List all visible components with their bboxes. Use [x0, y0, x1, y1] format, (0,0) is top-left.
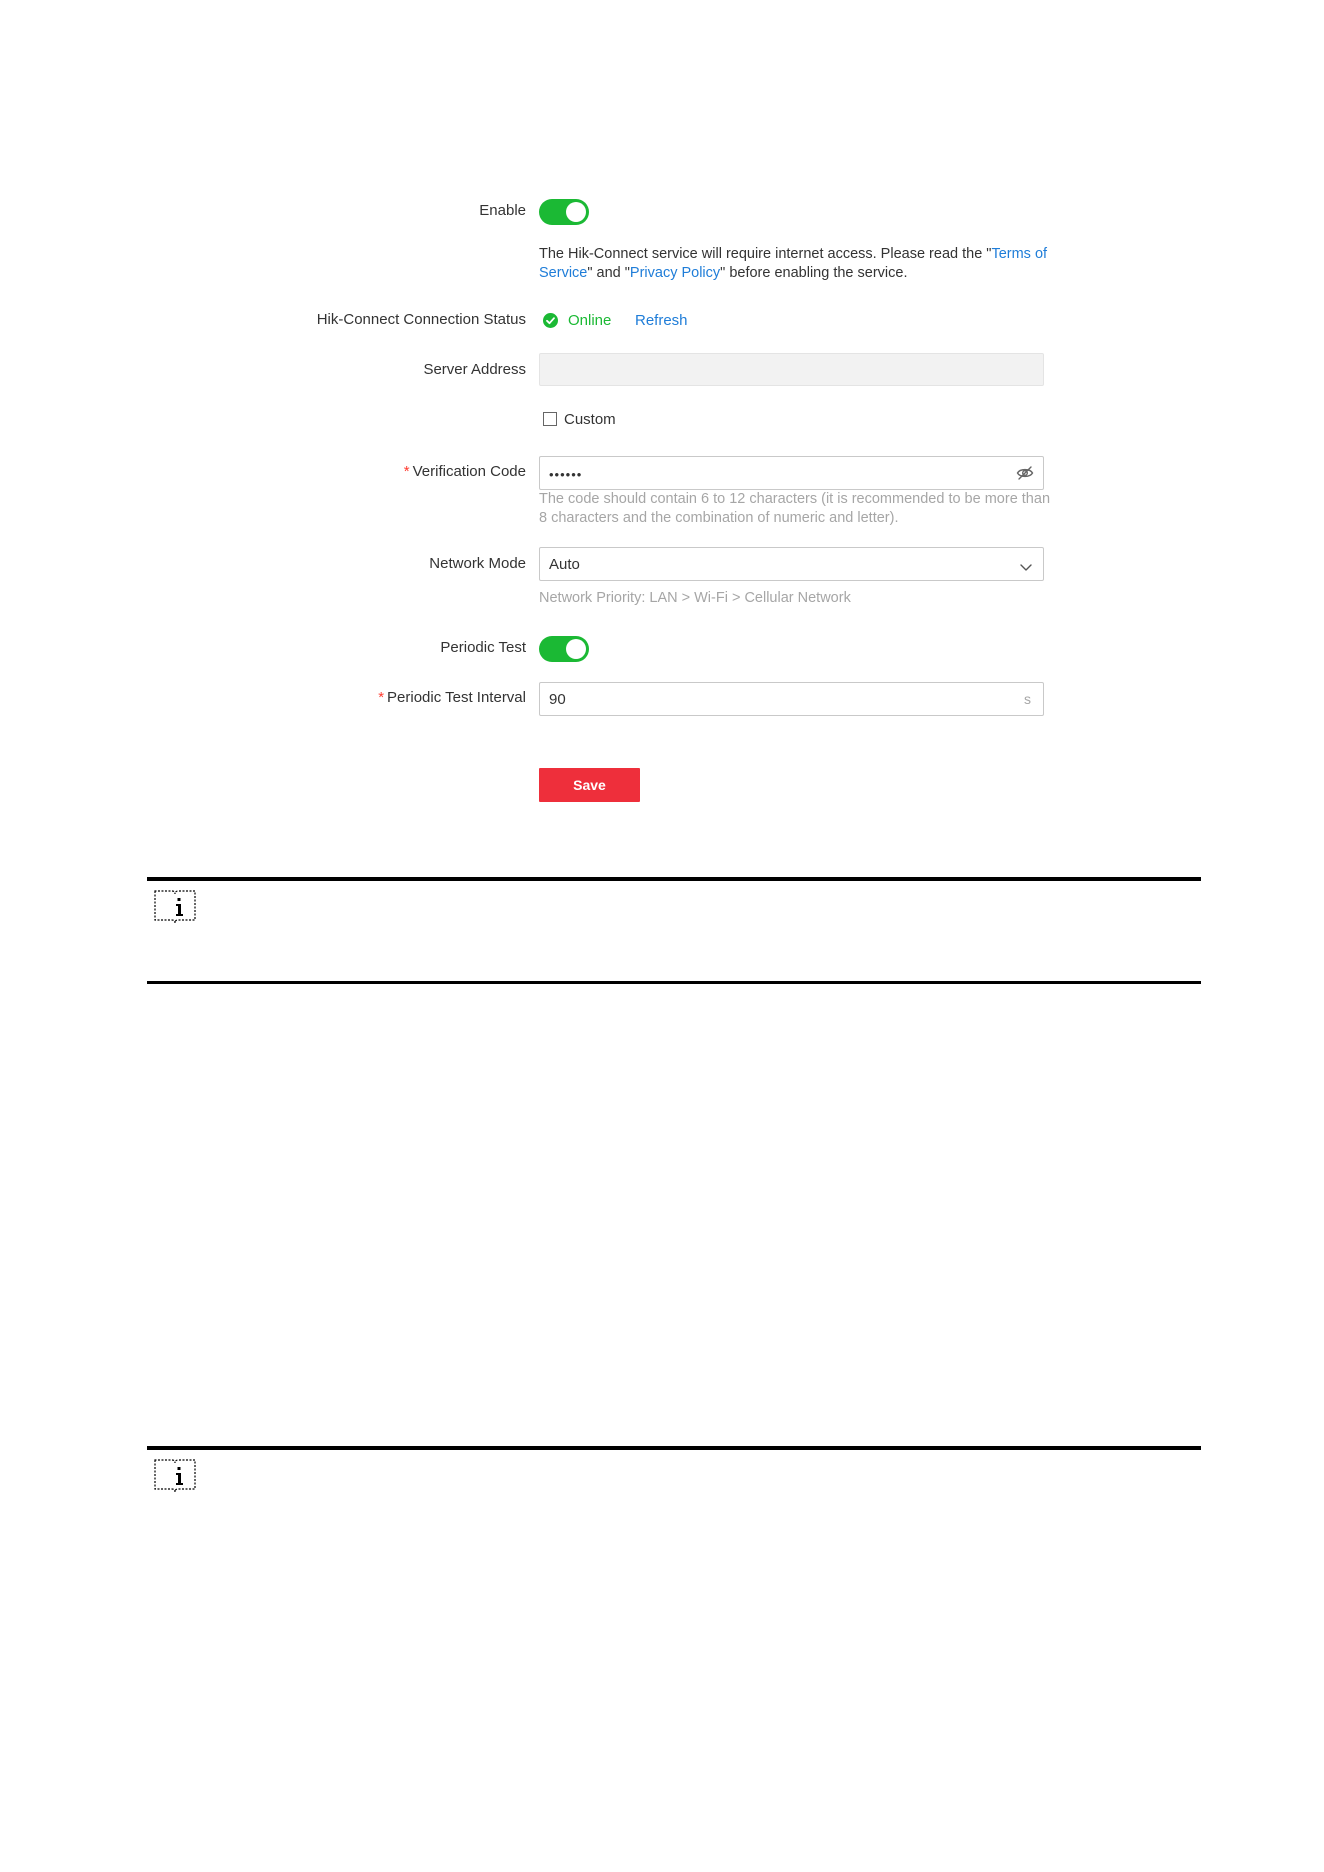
note-top-rule [147, 1446, 1201, 1450]
chevron-down-icon [1020, 559, 1032, 569]
book-info-icon [152, 887, 198, 923]
toggle-knob [566, 639, 586, 659]
network-mode-value: Auto [549, 556, 580, 573]
periodic-test-interval-input[interactable] [539, 682, 1044, 716]
periodic-test-interval-value: 90 [549, 691, 566, 708]
verification-code-value: •••••• [549, 467, 583, 482]
book-info-icon [152, 1456, 198, 1492]
verification-code-label-text: Verification Code [412, 463, 526, 480]
privacy-policy-link[interactable]: Privacy Policy [629, 265, 721, 281]
eye-off-icon[interactable] [1016, 465, 1034, 481]
custom-checkbox[interactable] [543, 412, 557, 426]
network-mode-hint: Network Priority: LAN > Wi-Fi > Cellular Network [539, 590, 851, 606]
server-address-label: Server Address [423, 361, 526, 378]
network-mode-label: Network Mode [429, 555, 526, 572]
description-text: The Hik-Connect service will require internet access. Please read the " [539, 246, 992, 262]
verification-code-label [404, 463, 526, 481]
terms-of-service-link[interactable]: Terms of Service [539, 246, 1048, 281]
toggle-knob [566, 202, 586, 222]
custom-label: Custom [564, 411, 616, 428]
periodic-test-label: Periodic Test [440, 639, 526, 656]
refresh-link[interactable]: Refresh [635, 312, 688, 329]
required-mark: * [403, 463, 410, 480]
network-mode-select[interactable] [539, 547, 1044, 581]
periodic-test-toggle[interactable] [539, 636, 589, 662]
enable-description [539, 245, 1059, 283]
verification-code-input[interactable] [539, 456, 1044, 490]
required-mark: * [378, 689, 385, 706]
enable-toggle[interactable] [539, 199, 589, 225]
periodic-test-interval-label [378, 689, 526, 707]
description-text: " before enabling the service. [720, 265, 908, 281]
check-circle-icon [543, 313, 558, 328]
note-top-rule [147, 877, 1201, 881]
note-bottom-rule [147, 981, 1201, 984]
save-button[interactable]: Save [539, 768, 640, 802]
connection-status-label: Hik-Connect Connection Status [316, 311, 526, 328]
enable-label: Enable [479, 202, 526, 219]
interval-unit: s [1024, 691, 1031, 707]
connection-status-value: Online [568, 312, 612, 329]
periodic-test-interval-label-text: Periodic Test Interval [387, 689, 526, 706]
server-address-input[interactable] [539, 353, 1044, 386]
verification-code-hint: The code should contain 6 to 12 characters (it is recommended to be more than 8 characters and the combination of numeric and letter). [539, 491, 1051, 526]
description-text: " and " [587, 265, 630, 281]
